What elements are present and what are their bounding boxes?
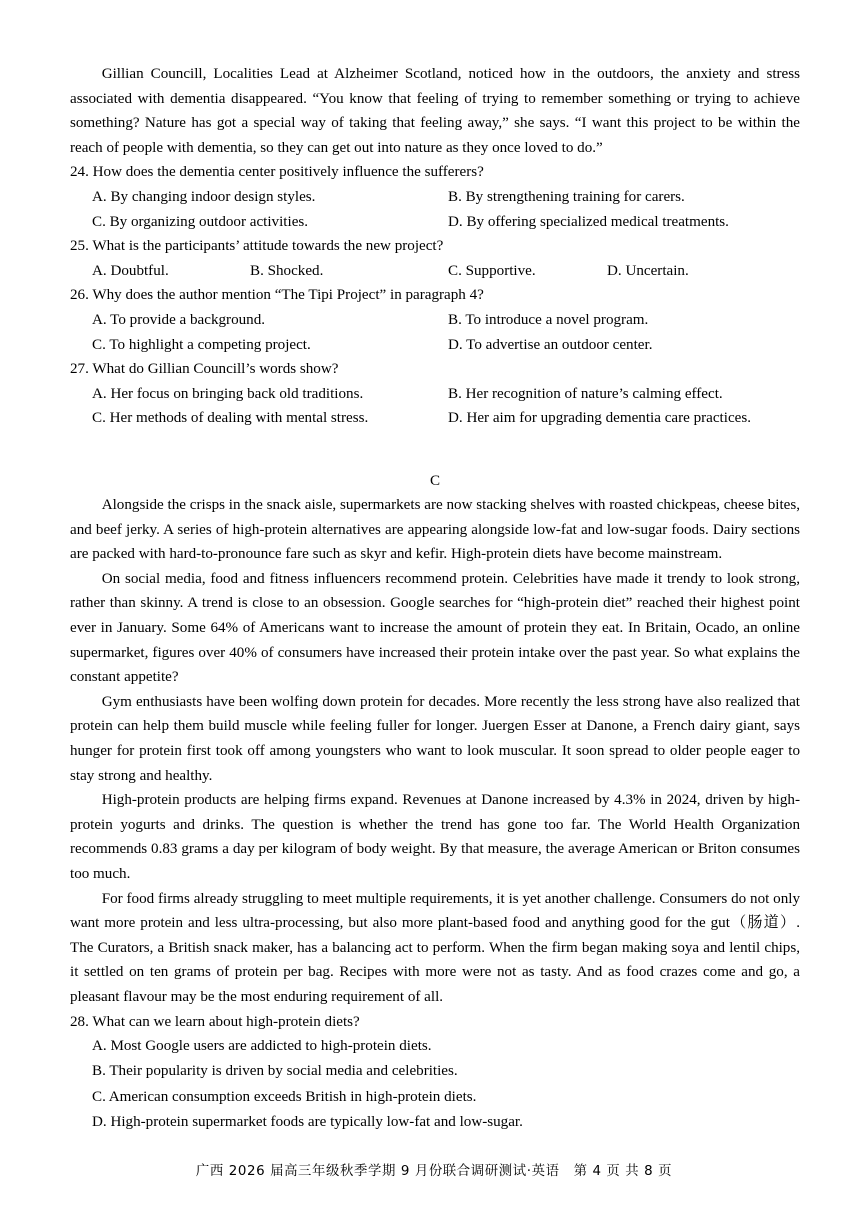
question-28-option-b[interactable]: B. Their popularity is driven by social media and celebrities. — [92, 1063, 458, 1080]
section-c-paragraph-4: High-protein products are helping firms expand. Revenues at Danone increased by 4.3% in 2024, driven by high-protein yogurts and drinks. The question is whether the trend has gone too far. The World Health Organization recommends 0.83 grams a day per kilogram of body weight. By that measure, the average American or Briton consumes too much. — [70, 792, 800, 882]
section-c-paragraph-5: For food firms already struggling to meet multiple requirements, it is yet another challenge. Consumers do not only want more protein and less ultra-processing, but also more plant-based food and anything good for the gut（肠道）. The Curators, a British snack maker, has a balancing act to perform. When the firm began making soya and lentil chips, it settled on ten grams of protein per bag. Recipes with more were not as tasty. And as food crazes come and go, a pleasant flavour may be the most enduring requirement of all. — [70, 890, 800, 1005]
question-27-option-a[interactable]: A. Her focus on bringing back old traditions. — [92, 385, 364, 402]
section-c-paragraph-2: On social media, food and fitness influencers recommend protein. Celebrities have made it trendy to look strong, rather than skinny. A trend is close to an obsession. Google searches for “high-protein diet” reached their highest point ever in January. Some 64% of Americans want to increase the amount of protein they eat. In Britain, Ocado, an online supermarket, figures over 40% of consumers have increased their protein intake over the past year. So what explains the constant appetite? — [70, 570, 800, 686]
question-27-stem: 27. What do Gillian Councill’s words show? — [70, 361, 339, 378]
question-26-option-d[interactable]: D. To advertise an outdoor center. — [448, 336, 653, 353]
question-26-stem: 26. Why does the author mention “The Tipi Project” in paragraph 4? — [70, 287, 484, 304]
section-c-paragraph-3: Gym enthusiasts have been wolfing down protein for decades. More recently the less strong have also realized that protein can help them build muscle while feeling fuller for longer. Juergen Esser at Danone, a French dairy giant, says hunger for protein first took off among youngsters who want to look muscular. It soon spread to older people eager to stay strong and healthy. — [70, 693, 800, 784]
question-24-stem: 24. How does the dementia center positively influence the sufferers? — [70, 164, 484, 181]
page-content — [70, 62, 800, 1135]
question-28-stem: 28. What can we learn about high-protein diets? — [70, 1013, 360, 1030]
question-25-stem: 25. What is the participants’ attitude towards the new project? — [70, 238, 444, 255]
question-25-options-row — [70, 259, 800, 284]
question-27-option-c[interactable]: C. Her methods of dealing with mental stress. — [92, 410, 369, 427]
question-28-option-a[interactable]: A. Most Google users are addicted to high-protein diets. — [92, 1038, 432, 1055]
question-26-option-b[interactable]: B. To introduce a novel program. — [448, 311, 649, 328]
question-26-option-c[interactable]: C. To highlight a competing project. — [92, 336, 311, 353]
question-27-options-row-2 — [70, 406, 800, 431]
question-25-option-b[interactable]: B. Shocked. — [250, 262, 324, 279]
question-27-option-b[interactable]: B. Her recognition of nature’s calming effect. — [448, 385, 723, 402]
question-27-options-row-1 — [70, 382, 800, 407]
passage-b-final-paragraph: Gillian Councill, Localities Lead at Alzheimer Scotland, noticed how in the outdoors, the anxiety and stress associated with dementia disappeared. “You know that feeling of trying to remember something or trying to achieve something? Nature has got a special way of taking that feeling away,” she says. “I want this project to be within the reach of people with dementia, so they can get out into nature as they once loved to do.” — [70, 66, 800, 156]
section-c-label: C — [429, 472, 441, 489]
question-24-option-a[interactable]: A. By changing indoor design styles. — [92, 188, 316, 205]
question-28-option-c[interactable]: C. American consumption exceeds British in high-protein diets. — [92, 1088, 477, 1105]
question-25-option-d[interactable]: D. Uncertain. — [607, 262, 689, 279]
blank-spacer-2 — [70, 456, 800, 469]
page-footer — [0, 1160, 868, 1179]
footer-page-number: 第 4 页 共 8 页 — [573, 1164, 673, 1179]
blank-spacer-1 — [70, 431, 800, 456]
question-24-option-d[interactable]: D. By offering specialized medical treatments. — [448, 213, 729, 230]
question-26-option-a[interactable]: A. To provide a background. — [92, 311, 266, 328]
question-24-option-b[interactable]: B. By strengthening training for carers. — [448, 188, 685, 205]
question-24-option-c[interactable]: C. By organizing outdoor activities. — [92, 213, 309, 230]
section-c-paragraph-1: Alongside the crisps in the snack aisle, supermarkets are now stacking shelves with roasted chickpeas, cheese bites, and beef jerky. A series of high-protein alternatives are appearing alongside low-fat and low-sugar foods. Dairy sections are packed with hard-to-pronounce fare such as skyr and kefir. High-protein diets have become mainstream. — [70, 497, 800, 563]
question-25-option-c[interactable]: C. Supportive. — [448, 262, 536, 279]
question-27-option-d[interactable]: D. Her aim for upgrading dementia care practices. — [448, 410, 751, 427]
question-25-option-a[interactable]: A. Doubtful. — [92, 262, 169, 279]
footer-exam-title: 广西 2026 届高三年级秋季学期 9 月份联合调研测试·英语 — [195, 1164, 560, 1179]
question-28-option-d[interactable]: D. High-protein supermarket foods are typically low-fat and low-sugar. — [92, 1113, 523, 1130]
question-24-options-row-1 — [70, 185, 800, 210]
question-26-options-row-2 — [70, 333, 800, 358]
question-26-options-row-1 — [70, 308, 800, 333]
question-24-options-row-2 — [70, 210, 800, 235]
